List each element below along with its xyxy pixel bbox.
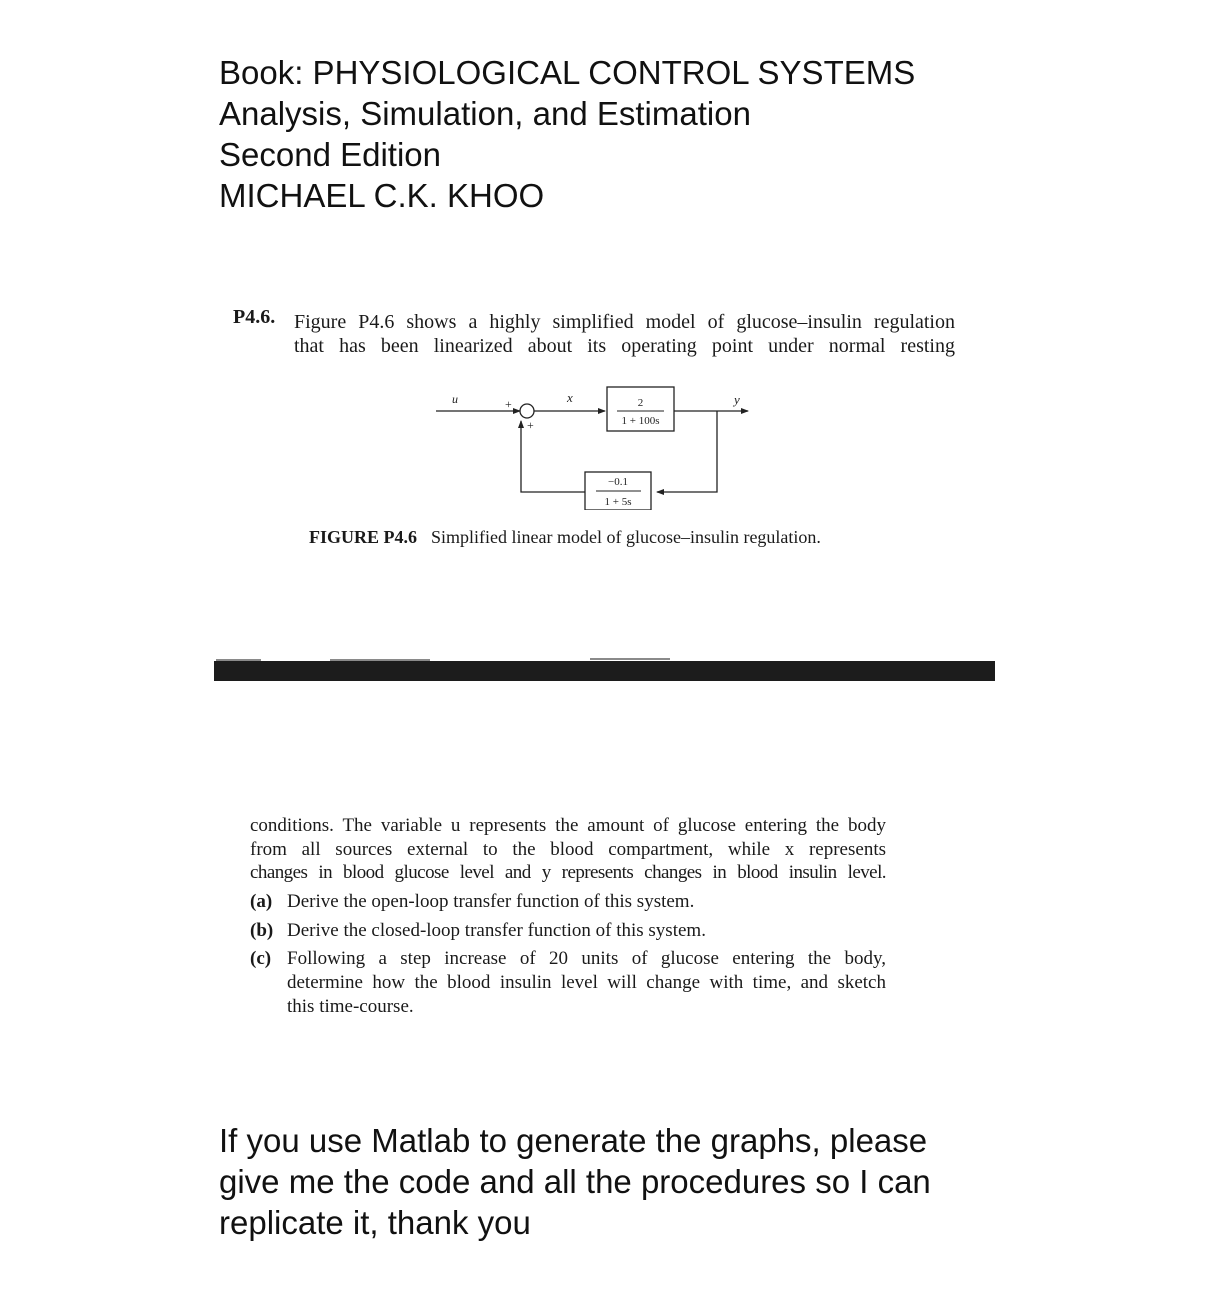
book-header	[219, 52, 915, 216]
book-author-line: MICHAEL C.K. KHOO	[219, 177, 545, 214]
part-text: Derive the open-loop transfer function of this system.	[287, 891, 695, 912]
problem-text-line: Figure P4.6 shows a highly simplified model of glucose–insulin regulation	[294, 311, 955, 333]
problem-text-line: that has been linearized about its operating point under normal resting	[294, 335, 955, 357]
part-text-continuation: determine how the blood insulin level will change with time, and sketch	[287, 972, 886, 993]
figure-caption-text: Simplified linear model of glucose–insulin regulation.	[431, 527, 821, 547]
question-part-b	[250, 919, 706, 942]
divider-edge	[590, 658, 670, 660]
feedback-denominator: 1 + 5s	[604, 496, 632, 508]
figure-caption	[309, 527, 821, 548]
summing-junction	[520, 404, 534, 418]
continuation-line: conditions. The variable u represents the amount of glucose entering the body	[250, 815, 886, 836]
continuation-line: from all sources external to the blood compartment, while x represents	[250, 839, 886, 860]
book-subtitle-line: Analysis, Simulation, and Estimation	[219, 95, 751, 132]
part-text-continuation: this time-course.	[287, 996, 414, 1017]
request-note	[219, 1120, 931, 1243]
input-label-u: u	[452, 392, 458, 406]
sum-sign-bottom: +	[527, 418, 534, 432]
request-note-line: replicate it, thank you	[219, 1204, 531, 1241]
request-note-line: give me the code and all the procedures so I can	[219, 1163, 931, 1200]
book-title-line: Book: PHYSIOLOGICAL CONTROL SYSTEMS	[219, 54, 916, 91]
section-divider	[214, 661, 995, 681]
request-note-line: If you use Matlab to generate the graphs, please	[219, 1122, 928, 1159]
feedback-numerator: −0.1	[608, 476, 628, 488]
output-label-y: y	[734, 392, 740, 407]
problem-label: P4.6.	[233, 306, 276, 328]
book-edition-line: Second Edition	[219, 136, 441, 173]
part-label: (b)	[250, 920, 274, 941]
forward-numerator: 2	[637, 397, 644, 409]
part-text: Following a step increase of 20 units of glucose entering the body,	[287, 948, 886, 969]
block-diagram	[430, 385, 760, 510]
figure-label: FIGURE P4.6	[309, 527, 417, 547]
part-label: (a)	[250, 891, 273, 912]
continuation-line: changes in blood glucose level and y represents changes in blood insulin level.	[250, 862, 886, 883]
part-label: (c)	[250, 948, 272, 969]
forward-denominator: 1 + 100s	[621, 415, 660, 427]
intermediate-label-x: x	[567, 390, 573, 405]
question-part-c	[250, 947, 886, 970]
sum-sign-top: +	[505, 397, 512, 411]
part-text: Derive the closed-loop transfer function of this system.	[287, 920, 706, 941]
question-part-a	[250, 890, 694, 913]
